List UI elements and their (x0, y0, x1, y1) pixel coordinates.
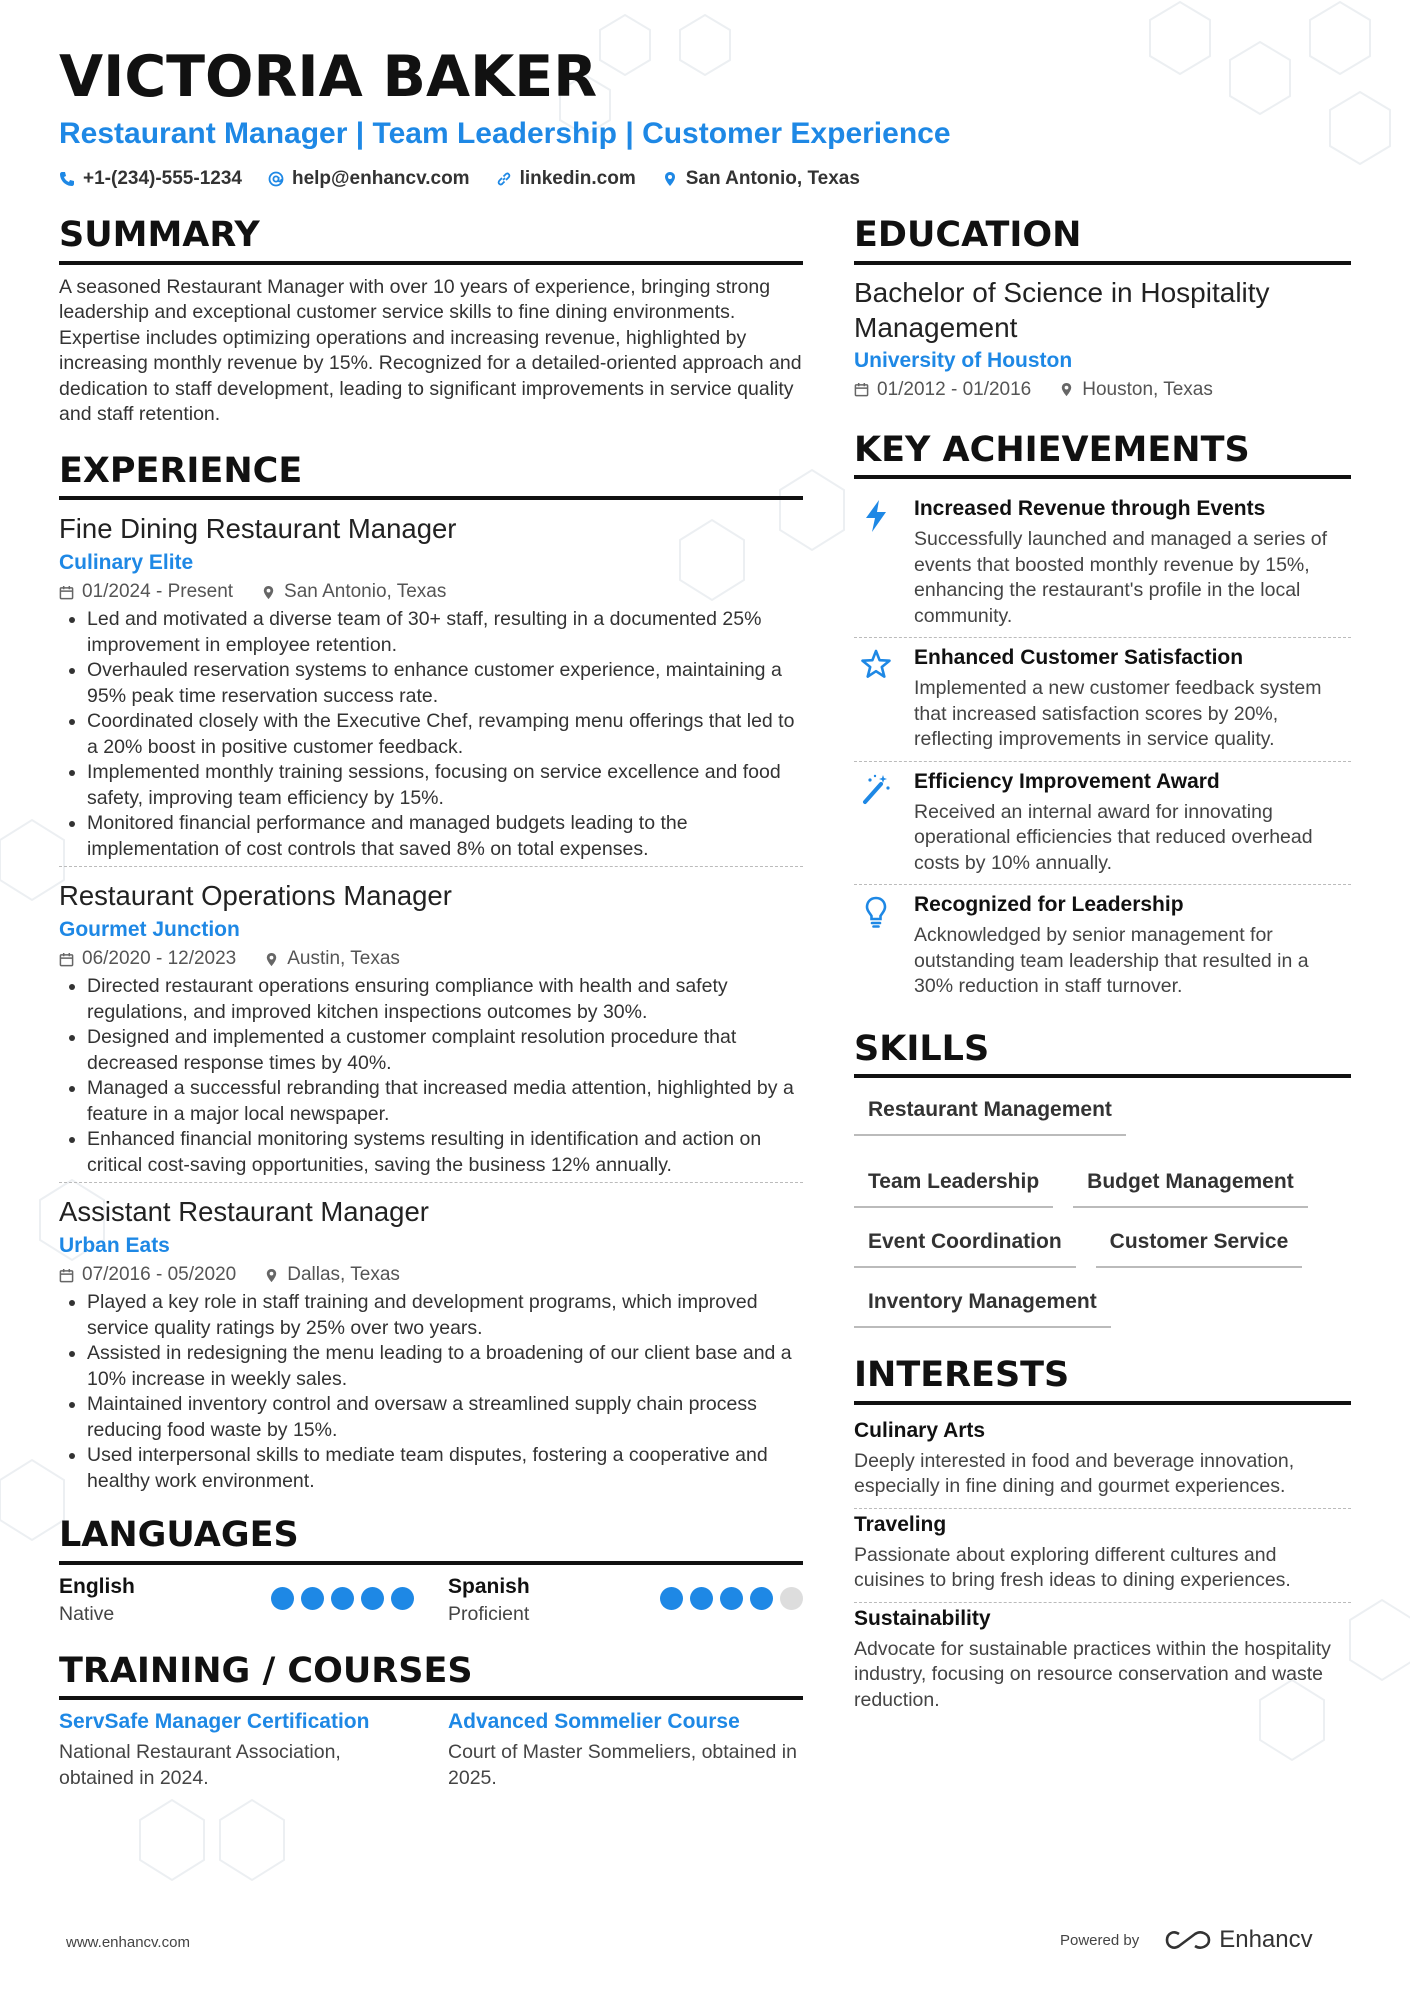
interest-item (854, 1415, 1351, 1509)
languages-list (59, 1575, 803, 1626)
achievement-title: Increased Revenue through Events (914, 497, 1266, 520)
skills-heading: SKILLS (854, 1030, 1351, 1079)
magic-wand-icon (861, 772, 891, 806)
language-name: Spanish (448, 1574, 530, 1598)
job-location: Austin, Texas (287, 948, 400, 969)
language-rating (271, 1587, 414, 1610)
bullet-item: • Monitored financial performance and managed budgets leading to the implementation of cost controls that saved 8% on total expenses. (87, 811, 803, 862)
job-meta (59, 1264, 803, 1286)
phone-text: +1-(234)-555-1234 (83, 168, 242, 189)
achievement-desc: Acknowledged by senior management for outstanding team leadership that resulted in a 30% reduction in staff turnover. (914, 924, 1309, 997)
calendar-icon (59, 952, 74, 967)
language-name: English (59, 1574, 135, 1598)
footer-branding (1060, 1926, 1313, 1954)
achievements-heading: KEY ACHIEVEMENTS (854, 431, 1351, 480)
job-meta (59, 948, 803, 970)
job-entry (59, 879, 803, 1183)
summary-section (59, 216, 803, 428)
experience-section (59, 452, 803, 1495)
interest-desc: Advocate for sustainable practices within the hospitality industry, focusing on resource conservation and waste reduction. (854, 1637, 1331, 1711)
experience-heading: EXPERIENCE (59, 452, 803, 501)
summary-heading: SUMMARY (59, 216, 803, 265)
interest-desc: Passionate about exploring different cultures and cuisines to bring fresh ideas to dining experiences. (854, 1543, 1291, 1591)
contact-bar (59, 168, 860, 190)
rating-dot-filled (750, 1587, 773, 1610)
school[interactable]: University of Houston (854, 348, 1073, 372)
calendar-icon (59, 585, 74, 600)
lightbulb-icon (861, 895, 891, 929)
job-location: Dallas, Texas (287, 1264, 400, 1285)
job-dates: 01/2024 - Present (82, 581, 234, 602)
skill-tag: Team Leadership (854, 1160, 1053, 1208)
language-item (59, 1575, 414, 1626)
skill-tag: Inventory Management (854, 1280, 1111, 1328)
rating-dot-filled (271, 1587, 294, 1610)
course-desc: National Restaurant Association, obtained in 2024. (59, 1741, 341, 1789)
footer-website[interactable]: www.enhancv.com (66, 1934, 190, 1951)
job-location: San Antonio, Texas (284, 581, 447, 602)
course-item (59, 1710, 414, 1791)
skill-tag: Customer Service (1096, 1220, 1303, 1268)
rating-dot-empty (780, 1587, 803, 1610)
email-text: help@enhancv.com (291, 168, 470, 189)
rating-dot-filled (301, 1587, 324, 1610)
bullet-item: • Played a key role in staff training and development programs, which improved service quality ratings by 25% over two years. (87, 1290, 803, 1341)
achievement-item (854, 489, 1351, 638)
education-dates: 01/2012 - 01/2016 (877, 378, 1032, 400)
education-heading: EDUCATION (854, 216, 1351, 265)
star-icon (861, 648, 891, 682)
phone-icon (59, 171, 75, 187)
brand-name: Enhancv (1219, 1926, 1313, 1953)
achievement-desc: Implemented a new customer feedback system that increased satisfaction scores by 20%, reflecting improvements in service quality. (914, 677, 1322, 750)
bullet-item: • Designed and implemented a customer complaint resolution procedure that decreased response times by 40%. (87, 1025, 803, 1076)
job-role: Restaurant Operations Manager (59, 880, 452, 911)
course-title: Advanced Sommelier Course (448, 1710, 740, 1733)
location-pin-icon (264, 952, 279, 967)
skill-tag: Budget Management (1073, 1160, 1308, 1208)
contact-linkedin[interactable] (496, 168, 636, 190)
achievement-title: Enhanced Customer Satisfaction (914, 646, 1244, 669)
education-location: Houston, Texas (1082, 378, 1213, 400)
enhancv-logo[interactable] (1165, 1926, 1312, 1954)
job-role: Assistant Restaurant Manager (59, 1196, 429, 1227)
bullet-item: • Used interpersonal skills to mediate team disputes, fostering a cooperative and healthy work environment. (87, 1443, 803, 1494)
job-company[interactable]: Gourmet Junction (59, 918, 240, 941)
job-meta (59, 581, 803, 603)
interest-desc: Deeply interested in food and beverage innovation, especially in fine dining and gourmet experiences. (854, 1449, 1295, 1497)
language-item (448, 1575, 803, 1626)
achievement-item (854, 762, 1351, 886)
link-icon (496, 171, 512, 187)
interest-title: Traveling (854, 1512, 947, 1536)
location-pin-icon (264, 1268, 279, 1283)
rating-dot-filled (690, 1587, 713, 1610)
interest-item (854, 1509, 1351, 1603)
language-rating (660, 1587, 803, 1610)
candidate-title: Restaurant Manager | Team Leadership | Customer Experience (59, 117, 951, 150)
bullet-item: • Led and motivated a diverse team of 30+ staff, resulting in a documented 25% improvement in employee retention. (87, 607, 803, 658)
skill-tag: Event Coordination (854, 1220, 1076, 1268)
bullet-item: • Maintained inventory control and oversaw a streamlined supply chain process reducing food waste by 15%. (87, 1392, 803, 1443)
language-level: Proficient (448, 1602, 530, 1625)
job-dates: 07/2016 - 05/2020 (82, 1264, 237, 1285)
job-role: Fine Dining Restaurant Manager (59, 513, 457, 544)
skills-section (854, 1030, 1351, 1329)
job-bullets (59, 1290, 803, 1494)
rating-dot-filled (660, 1587, 683, 1610)
achievement-title: Efficiency Improvement Award (914, 769, 1220, 793)
calendar-icon (59, 1268, 74, 1283)
left-column (59, 216, 803, 1791)
bullet-item: • Managed a successful rebranding that increased media attention, highlighted by a feature in a major local newspaper. (87, 1076, 803, 1127)
education-section (854, 216, 1351, 401)
course-title: ServSafe Manager Certification (59, 1710, 370, 1733)
rating-dot-filled (331, 1587, 354, 1610)
courses-list (59, 1710, 803, 1791)
achievement-title: Recognized for Leadership (914, 893, 1184, 916)
achievements-section (854, 431, 1351, 1008)
rating-dot-filled (361, 1587, 384, 1610)
bullet-item: • Overhauled reservation systems to enhance customer experience, maintaining a 95% peak time reservation success rate. (87, 658, 803, 709)
language-level: Native (59, 1602, 115, 1625)
languages-heading: LANGUAGES (59, 1516, 803, 1565)
bullet-item: • Coordinated closely with the Executive Chef, revamping menu offerings that led to a 20% boost in positive customer feedback. (87, 709, 803, 760)
interest-title: Sustainability (854, 1606, 991, 1630)
bullet-item: • Directed restaurant operations ensuring compliance with health and safety regulations, and improved kitchen inspections outcomes by 30%. (87, 974, 803, 1025)
interests-heading: INTERESTS (854, 1356, 1351, 1405)
degree: Bachelor of Science in Hospitality Management (854, 276, 1270, 343)
location-text: San Antonio, Texas (685, 168, 860, 189)
bullet-item: • Enhanced financial monitoring systems resulting in identification and action on critical cost-saving opportunities, saving the business 12% annually. (87, 1127, 803, 1178)
interest-title: Culinary Arts (854, 1418, 986, 1442)
course-item (448, 1710, 803, 1791)
contact-phone[interactable] (59, 168, 242, 190)
enhancv-logo-icon (1165, 1928, 1211, 1952)
job-company[interactable]: Culinary Elite (59, 551, 194, 574)
location-pin-icon (1059, 382, 1074, 397)
job-bullets (59, 607, 803, 862)
achievement-desc: Successfully launched and managed a series of events that boosted monthly revenue by 15%, enhancing the restaurant's profile in the local community. (914, 528, 1328, 627)
languages-section (59, 1516, 803, 1626)
job-entry (59, 1195, 803, 1494)
bullet-item: • Implemented monthly training sessions, focusing on service excellence and food safety, improving team efficiency by 15%. (87, 760, 803, 811)
rating-dot-filled (720, 1587, 743, 1610)
course-desc: Court of Master Sommeliers, obtained in 2025. (448, 1741, 797, 1789)
contact-email[interactable] (268, 168, 470, 190)
lightning-icon (861, 499, 891, 533)
job-company[interactable]: Urban Eats (59, 1234, 170, 1257)
calendar-icon (854, 382, 869, 397)
location-pin-icon (662, 171, 678, 187)
bullet-item: • Assisted in redesigning the menu leading to a broadening of our client base and a 10% increase in weekly sales. (87, 1341, 803, 1392)
rating-dot-filled (391, 1587, 414, 1610)
skill-tag: Restaurant Management (854, 1088, 1126, 1136)
achievement-item (854, 885, 1351, 1008)
skills-list (854, 1088, 1351, 1328)
interests-section (854, 1356, 1351, 1721)
job-dates: 06/2020 - 12/2023 (82, 948, 237, 969)
contact-location (662, 168, 860, 190)
at-icon (268, 171, 284, 187)
interest-item (854, 1603, 1351, 1722)
achievement-desc: Received an internal award for innovating operational efficiencies that reduced overhead costs by 10% annually. (914, 800, 1313, 874)
training-section (59, 1652, 803, 1792)
job-bullets (59, 974, 803, 1178)
education-meta (854, 379, 1351, 401)
right-column (854, 216, 1351, 1721)
job-entry (59, 512, 803, 867)
achievement-item (854, 638, 1351, 762)
location-pin-icon (261, 585, 276, 600)
training-heading: TRAINING / COURSES (59, 1652, 803, 1701)
summary-text: A seasoned Restaurant Manager with over 10 years of experience, bringing strong leadership and exceptional customer service skills to fine dining environments. Expertise includes optimizing operations and increasing revenue, highlighted by increasing monthly revenue by 15%. Recognized for a detailed-oriented approach and dedication to staff development, leading to significant improvements in service quality and staff retention. (59, 275, 802, 425)
powered-by-text: Powered by (1060, 1931, 1140, 1949)
candidate-name: VICTORIA BAKER (59, 44, 598, 110)
linkedin-text: linkedin.com (519, 168, 636, 189)
